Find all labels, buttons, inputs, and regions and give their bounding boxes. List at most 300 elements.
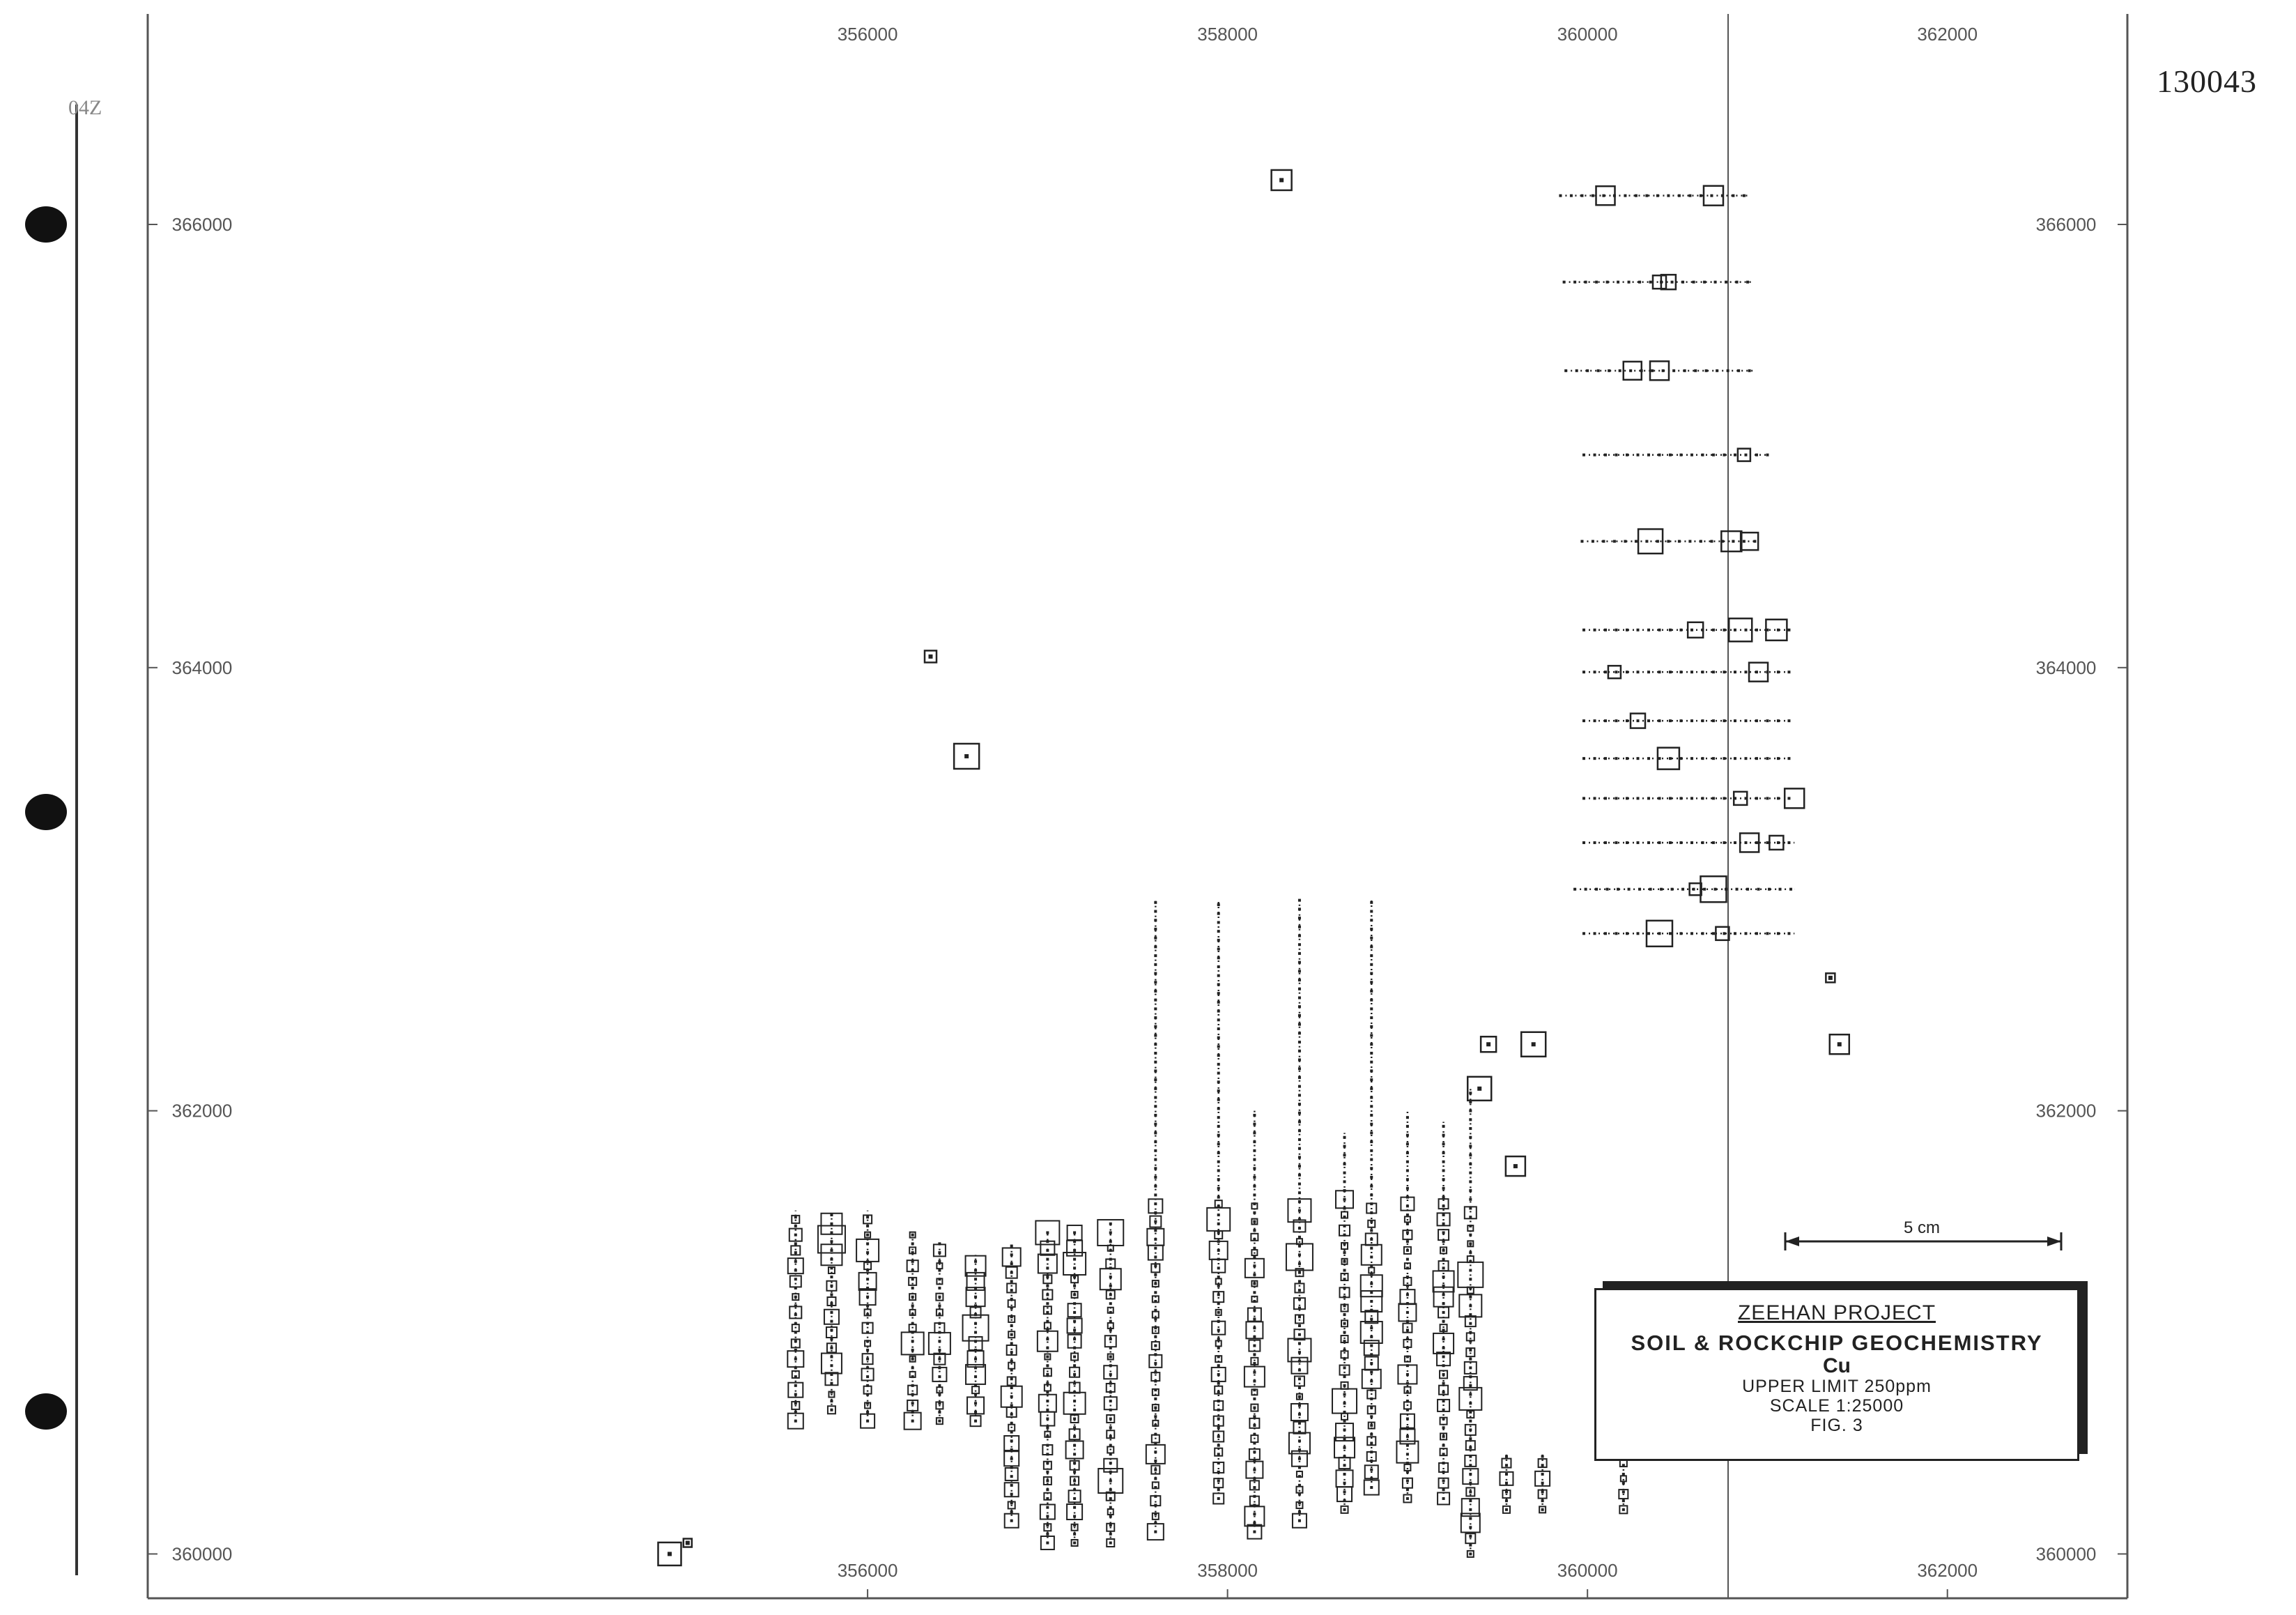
sample-point: [1154, 1291, 1157, 1294]
sample-point: [830, 1258, 833, 1261]
sample-point: [794, 1313, 797, 1316]
sample-point: [938, 1349, 941, 1352]
sample-point: [1298, 1457, 1301, 1460]
sample-point: [1573, 888, 1576, 891]
sample-point: [1626, 719, 1628, 722]
isolated-sample-point: [1532, 1042, 1536, 1046]
sample-point: [1073, 1400, 1076, 1402]
sample-point: [1727, 369, 1729, 372]
sample-point: [794, 1260, 797, 1263]
sample-point: [911, 1349, 914, 1352]
sample-point: [1370, 910, 1373, 913]
x-tick-label-bottom: 358000: [1197, 1560, 1258, 1581]
cu-anomaly-square: [1738, 449, 1750, 461]
sample-point: [1736, 281, 1739, 284]
cu-anomaly-square: [1006, 1468, 1018, 1480]
cu-anomaly-square: [1212, 1260, 1225, 1273]
sample-point: [1585, 888, 1587, 891]
sample-point: [1298, 1520, 1301, 1522]
sample-point: [1622, 1508, 1625, 1511]
sample-point: [1343, 1198, 1346, 1201]
sample-point: [1073, 1497, 1076, 1500]
sample-point: [1755, 719, 1758, 722]
sample-point: [1604, 454, 1607, 457]
sample-point: [1370, 1087, 1373, 1090]
sample-point: [1253, 1398, 1256, 1400]
sample-point: [1559, 194, 1562, 197]
sample-point: [1582, 841, 1585, 844]
sample-point: [1253, 1185, 1256, 1188]
sample-point: [1505, 1482, 1508, 1485]
sample-point: [1109, 1231, 1112, 1234]
sample-point: [974, 1420, 977, 1423]
sample-point: [1370, 1105, 1373, 1108]
sample-point: [1442, 1214, 1445, 1216]
sample-point: [1442, 1204, 1445, 1207]
sample-point: [1154, 1114, 1157, 1117]
sample-point: [1370, 1123, 1373, 1126]
sample-point: [830, 1293, 833, 1296]
cu-anomaly-square: [1401, 1414, 1415, 1428]
sample-point: [1626, 797, 1628, 799]
sample-point: [1298, 943, 1301, 946]
sample-point: [1370, 1345, 1373, 1347]
sample-point: [938, 1420, 941, 1423]
sample-point: [1658, 932, 1661, 935]
sample-point: [1154, 910, 1157, 913]
sample-point: [1298, 1085, 1301, 1088]
sample-point: [1217, 1072, 1220, 1075]
sample-point: [1109, 1276, 1112, 1278]
sample-point: [1298, 1165, 1301, 1168]
document-number: 130043: [2157, 63, 2257, 99]
project-title: ZEEHAN PROJECT: [1737, 1301, 1936, 1324]
sample-point: [1658, 719, 1661, 722]
sample-point: [1253, 1149, 1256, 1152]
sample-point: [1635, 540, 1638, 543]
sample-point: [1154, 1255, 1157, 1258]
x-tick-label-top: 362000: [1917, 24, 1978, 45]
sample-point: [1626, 671, 1628, 673]
sample-point: [1469, 1384, 1472, 1387]
sample-point: [1073, 1338, 1076, 1340]
sample-point: [1010, 1289, 1013, 1292]
sample-point: [1370, 1034, 1373, 1037]
sample-point: [1777, 757, 1780, 760]
sample-point: [1217, 1125, 1220, 1128]
sample-point: [1154, 1531, 1157, 1533]
sample-point: [1672, 369, 1675, 372]
sample-point: [1701, 719, 1704, 722]
sample-point: [1442, 1134, 1445, 1137]
sample-point: [1253, 1379, 1256, 1382]
sample-point: [911, 1242, 914, 1245]
cu-anomaly-square: [937, 1387, 942, 1393]
cu-anomaly-square: [1404, 1464, 1410, 1471]
sample-point: [1469, 1198, 1472, 1201]
sample-point: [1154, 1123, 1157, 1126]
sample-point: [1442, 1435, 1445, 1438]
sample-point: [1615, 454, 1618, 457]
sample-point: [1370, 1335, 1373, 1338]
sample-point: [1469, 1172, 1472, 1174]
sample-point: [1370, 954, 1373, 957]
sample-point: [1406, 1417, 1409, 1420]
sample-point: [1777, 797, 1780, 799]
sample-point: [1615, 757, 1618, 760]
sample-point: [1723, 671, 1725, 673]
sample-point: [1298, 1174, 1301, 1177]
sample-point: [1217, 1435, 1220, 1438]
sample-point: [1442, 1302, 1445, 1305]
scale-bar-label: 5 cm: [1904, 1218, 1941, 1237]
sample-point: [1154, 1451, 1157, 1453]
sample-point: [1442, 1178, 1445, 1181]
sample-point: [1626, 757, 1628, 760]
sample-point: [1594, 671, 1596, 673]
sample-point: [830, 1285, 833, 1287]
sample-point: [1298, 926, 1301, 928]
sample-point: [1046, 1293, 1049, 1296]
sample-point: [1370, 990, 1373, 993]
sample-point: [974, 1278, 977, 1280]
sample-point: [1154, 990, 1157, 993]
sample-point: [1636, 629, 1639, 632]
sample-point: [1442, 1373, 1445, 1376]
sample-point: [1710, 194, 1713, 197]
sample-point: [1217, 1161, 1220, 1163]
sample-point: [1253, 1114, 1256, 1117]
sample-point: [1700, 540, 1702, 543]
sample-point: [1777, 932, 1780, 935]
sample-point: [1154, 1335, 1157, 1338]
sample-point: [1582, 797, 1585, 799]
sample-point: [1615, 671, 1618, 673]
sample-point: [1370, 1043, 1373, 1046]
sample-point: [911, 1340, 914, 1342]
sample-point: [1217, 1444, 1220, 1447]
cu-anomaly-square: [1339, 1457, 1350, 1469]
sample-point: [1010, 1395, 1013, 1398]
sample-point: [1787, 932, 1790, 935]
sample-point: [1343, 1402, 1346, 1404]
sample-point: [1370, 1185, 1373, 1188]
sample-point: [1073, 1364, 1076, 1367]
sample-point: [1253, 1123, 1256, 1126]
sample-point: [1442, 1497, 1445, 1500]
cu-anomaly-square: [1621, 1476, 1626, 1481]
x-tick-label-bottom: 356000: [837, 1560, 898, 1581]
sample-point: [1370, 1167, 1373, 1170]
sample-point: [1154, 1007, 1157, 1010]
sample-point: [1658, 454, 1661, 457]
sample-point: [1154, 1034, 1157, 1037]
sample-point: [1406, 1240, 1409, 1243]
sample-point: [1602, 540, 1605, 543]
sample-point: [1217, 1054, 1220, 1057]
sample-point: [1298, 1369, 1301, 1372]
sample-point: [1734, 671, 1736, 673]
punch-holes: [25, 206, 67, 1430]
sample-point: [1469, 1508, 1472, 1511]
sample-point: [1768, 888, 1771, 891]
sample-point: [1580, 540, 1583, 543]
sample-point: [1626, 841, 1628, 844]
sample-point: [1688, 540, 1691, 543]
sample-point: [1690, 757, 1693, 760]
sample-point: [974, 1260, 977, 1263]
sample-point: [1298, 1324, 1301, 1327]
sample-point: [1298, 1112, 1301, 1115]
sample-point: [866, 1242, 869, 1245]
sample-point: [1217, 1169, 1220, 1172]
sample-point: [1370, 972, 1373, 975]
sample-point: [1253, 1291, 1256, 1294]
sample-point: [1154, 1096, 1157, 1099]
sample-point: [1253, 1531, 1256, 1533]
cu-anomaly-square: [1341, 1351, 1348, 1358]
sample-point: [1595, 281, 1598, 284]
sample-point: [1701, 932, 1704, 935]
sample-point: [1469, 1349, 1472, 1352]
sample-point: [1298, 1023, 1301, 1026]
cu-anomaly-square: [1296, 1487, 1302, 1493]
sample-point: [1701, 757, 1704, 760]
sample-point: [1469, 1269, 1472, 1272]
sample-point: [1755, 454, 1758, 457]
sample-point: [1154, 1229, 1157, 1232]
isolated-sample-point: [686, 1541, 690, 1545]
sample-point: [1617, 281, 1619, 284]
sample-point: [1046, 1338, 1049, 1340]
sample-point: [1406, 1329, 1409, 1331]
sample-point: [1505, 1473, 1508, 1476]
sample-point: [938, 1411, 941, 1414]
sample-point: [1582, 454, 1585, 457]
cu-anomaly-square: [1624, 362, 1642, 380]
sample-point: [1469, 1251, 1472, 1254]
sample-point: [1109, 1480, 1112, 1483]
y-tick-label-left: 366000: [171, 214, 233, 236]
sample-point: [1406, 1480, 1409, 1483]
sample-point: [1442, 1187, 1445, 1190]
sample-point: [1669, 841, 1672, 844]
map-subject: SOIL & ROCKCHIP GEOCHEMISTRY: [1631, 1331, 2043, 1355]
sample-point: [1370, 1247, 1373, 1250]
sample-point: [1154, 937, 1157, 940]
sample-point: [1109, 1488, 1112, 1491]
sample-point: [1217, 1018, 1220, 1021]
sample-point: [938, 1296, 941, 1299]
sample-point: [1010, 1510, 1013, 1513]
sample-point: [1669, 797, 1672, 799]
sample-point: [1253, 1193, 1256, 1196]
sample-point: [1442, 1488, 1445, 1491]
sample-point: [1370, 1379, 1373, 1382]
sample-point: [1370, 1052, 1373, 1055]
sample-point: [1615, 797, 1618, 799]
sample-point: [1109, 1533, 1112, 1536]
sample-point: [1154, 1460, 1157, 1462]
sample-point: [794, 1384, 797, 1387]
sample-point: [1298, 1342, 1301, 1345]
sample-point: [1370, 1149, 1373, 1152]
sample-point: [1649, 888, 1652, 891]
sample-point: [1298, 1404, 1301, 1407]
sample-point: [1442, 1338, 1445, 1340]
cu-anomaly-square: [1069, 1490, 1081, 1502]
sample-point: [1748, 369, 1751, 372]
title-block: [1594, 1288, 2079, 1461]
sample-point: [1725, 281, 1727, 284]
sample-point: [1370, 901, 1373, 904]
sample-point: [1622, 1490, 1625, 1493]
sample-point: [830, 1302, 833, 1305]
sample-point: [1582, 719, 1585, 722]
sample-point: [1253, 1345, 1256, 1347]
sample-point: [1442, 1293, 1445, 1296]
x-tick-label-bottom: 360000: [1557, 1560, 1618, 1581]
sample-point: [974, 1411, 977, 1414]
isolated-sample-point: [1513, 1164, 1518, 1168]
sample-point: [1667, 194, 1670, 197]
sample-point: [1469, 1393, 1472, 1396]
sample-point: [1073, 1293, 1076, 1296]
cu-anomaly-square: [1068, 1303, 1081, 1317]
sample-point: [1541, 1508, 1544, 1511]
sample-point: [1046, 1409, 1049, 1411]
sample-point: [1370, 1078, 1373, 1081]
sample-point: [830, 1276, 833, 1278]
sample-point: [1732, 194, 1734, 197]
sample-point: [1681, 281, 1684, 284]
cu-anomaly-square: [1004, 1436, 1019, 1451]
sample-point: [830, 1329, 833, 1331]
sample-point: [1343, 1251, 1346, 1254]
sample-point: [1669, 629, 1672, 632]
sample-point: [1343, 1172, 1346, 1174]
sample-point: [1343, 1482, 1346, 1485]
sample-point: [1253, 1309, 1256, 1312]
sample-point: [1690, 671, 1693, 673]
sample-point: [1442, 1444, 1445, 1447]
sample-point: [911, 1358, 914, 1361]
sample-point: [1010, 1271, 1013, 1274]
sample-point: [1010, 1457, 1013, 1460]
sample-point: [830, 1409, 833, 1411]
sample-point: [1370, 1007, 1373, 1010]
sample-point: [1253, 1264, 1256, 1267]
sample-point: [1154, 1345, 1157, 1347]
sample-point: [1723, 932, 1725, 935]
sample-point: [938, 1251, 941, 1254]
sample-point: [938, 1304, 941, 1307]
sample-point: [1343, 1163, 1346, 1165]
sample-point: [1469, 1517, 1472, 1520]
sample-point: [1298, 1094, 1301, 1096]
isolated-sample-point: [964, 754, 969, 758]
sample-point: [1010, 1351, 1013, 1354]
sample-point: [1469, 1437, 1472, 1440]
sample-point: [1660, 888, 1663, 891]
sample-point: [1046, 1276, 1049, 1278]
sample-point: [1703, 888, 1706, 891]
cu-anomaly-square: [969, 1337, 983, 1350]
sample-point: [938, 1287, 941, 1289]
sample-point: [1777, 841, 1780, 844]
sample-point: [1217, 1178, 1220, 1181]
sample-point: [1406, 1151, 1409, 1154]
sample-point: [1690, 629, 1693, 632]
sample-point: [1298, 1067, 1301, 1070]
y-tick-label-right: 360000: [2035, 1543, 2097, 1565]
sample-point: [1253, 1211, 1256, 1214]
figure-label: FIG. 3: [1810, 1416, 1863, 1435]
sample-point: [794, 1251, 797, 1254]
sample-point: [1712, 454, 1715, 457]
sample-point: [830, 1240, 833, 1243]
sample-point: [1370, 1424, 1373, 1427]
sample-point: [1712, 671, 1715, 673]
sample-point: [1010, 1439, 1013, 1442]
sample-point: [1343, 1393, 1346, 1396]
x-tick-label-top: 360000: [1557, 24, 1618, 45]
sample-point: [1678, 540, 1681, 543]
sample-point: [974, 1331, 977, 1334]
sample-point: [866, 1216, 869, 1218]
sample-point: [1298, 1271, 1301, 1274]
sample-point: [1298, 1289, 1301, 1292]
sample-point: [1154, 1131, 1157, 1134]
y-tick-label-left: 364000: [171, 657, 233, 678]
sample-point: [1635, 194, 1638, 197]
cu-anomaly-square: [1104, 1397, 1117, 1409]
sample-point: [1073, 1506, 1076, 1509]
sample-point: [1406, 1293, 1409, 1296]
sample-point: [1755, 797, 1758, 799]
sample-point: [1734, 841, 1736, 844]
punch-hole: [25, 206, 67, 243]
sample-point: [1073, 1533, 1076, 1536]
sample-point: [1469, 1366, 1472, 1369]
sample-point: [1154, 1477, 1157, 1480]
sample-point: [1582, 671, 1585, 673]
sample-point: [911, 1420, 914, 1423]
sample-point: [1109, 1373, 1112, 1376]
sample-point: [1109, 1223, 1112, 1225]
punch-hole: [25, 794, 67, 830]
sample-point: [1253, 1273, 1256, 1276]
sample-point: [1109, 1462, 1112, 1464]
sample-point: [794, 1242, 797, 1245]
sample-point: [1217, 1249, 1220, 1252]
sample-point: [1154, 954, 1157, 957]
sample-point: [1217, 1099, 1220, 1101]
sample-point: [1658, 841, 1661, 844]
sample-point: [1723, 841, 1725, 844]
sample-point: [1647, 841, 1650, 844]
sample-point: [866, 1420, 869, 1423]
sample-point: [1073, 1355, 1076, 1358]
sample-point: [1370, 1300, 1373, 1303]
x-tick-label-top: 356000: [837, 24, 898, 45]
sample-point: [1298, 1183, 1301, 1186]
sample-point: [1406, 1161, 1409, 1163]
sample-point: [1343, 1313, 1346, 1316]
sample-point: [1154, 963, 1157, 966]
sample-point: [1469, 1092, 1472, 1094]
sample-point: [1154, 1415, 1157, 1418]
